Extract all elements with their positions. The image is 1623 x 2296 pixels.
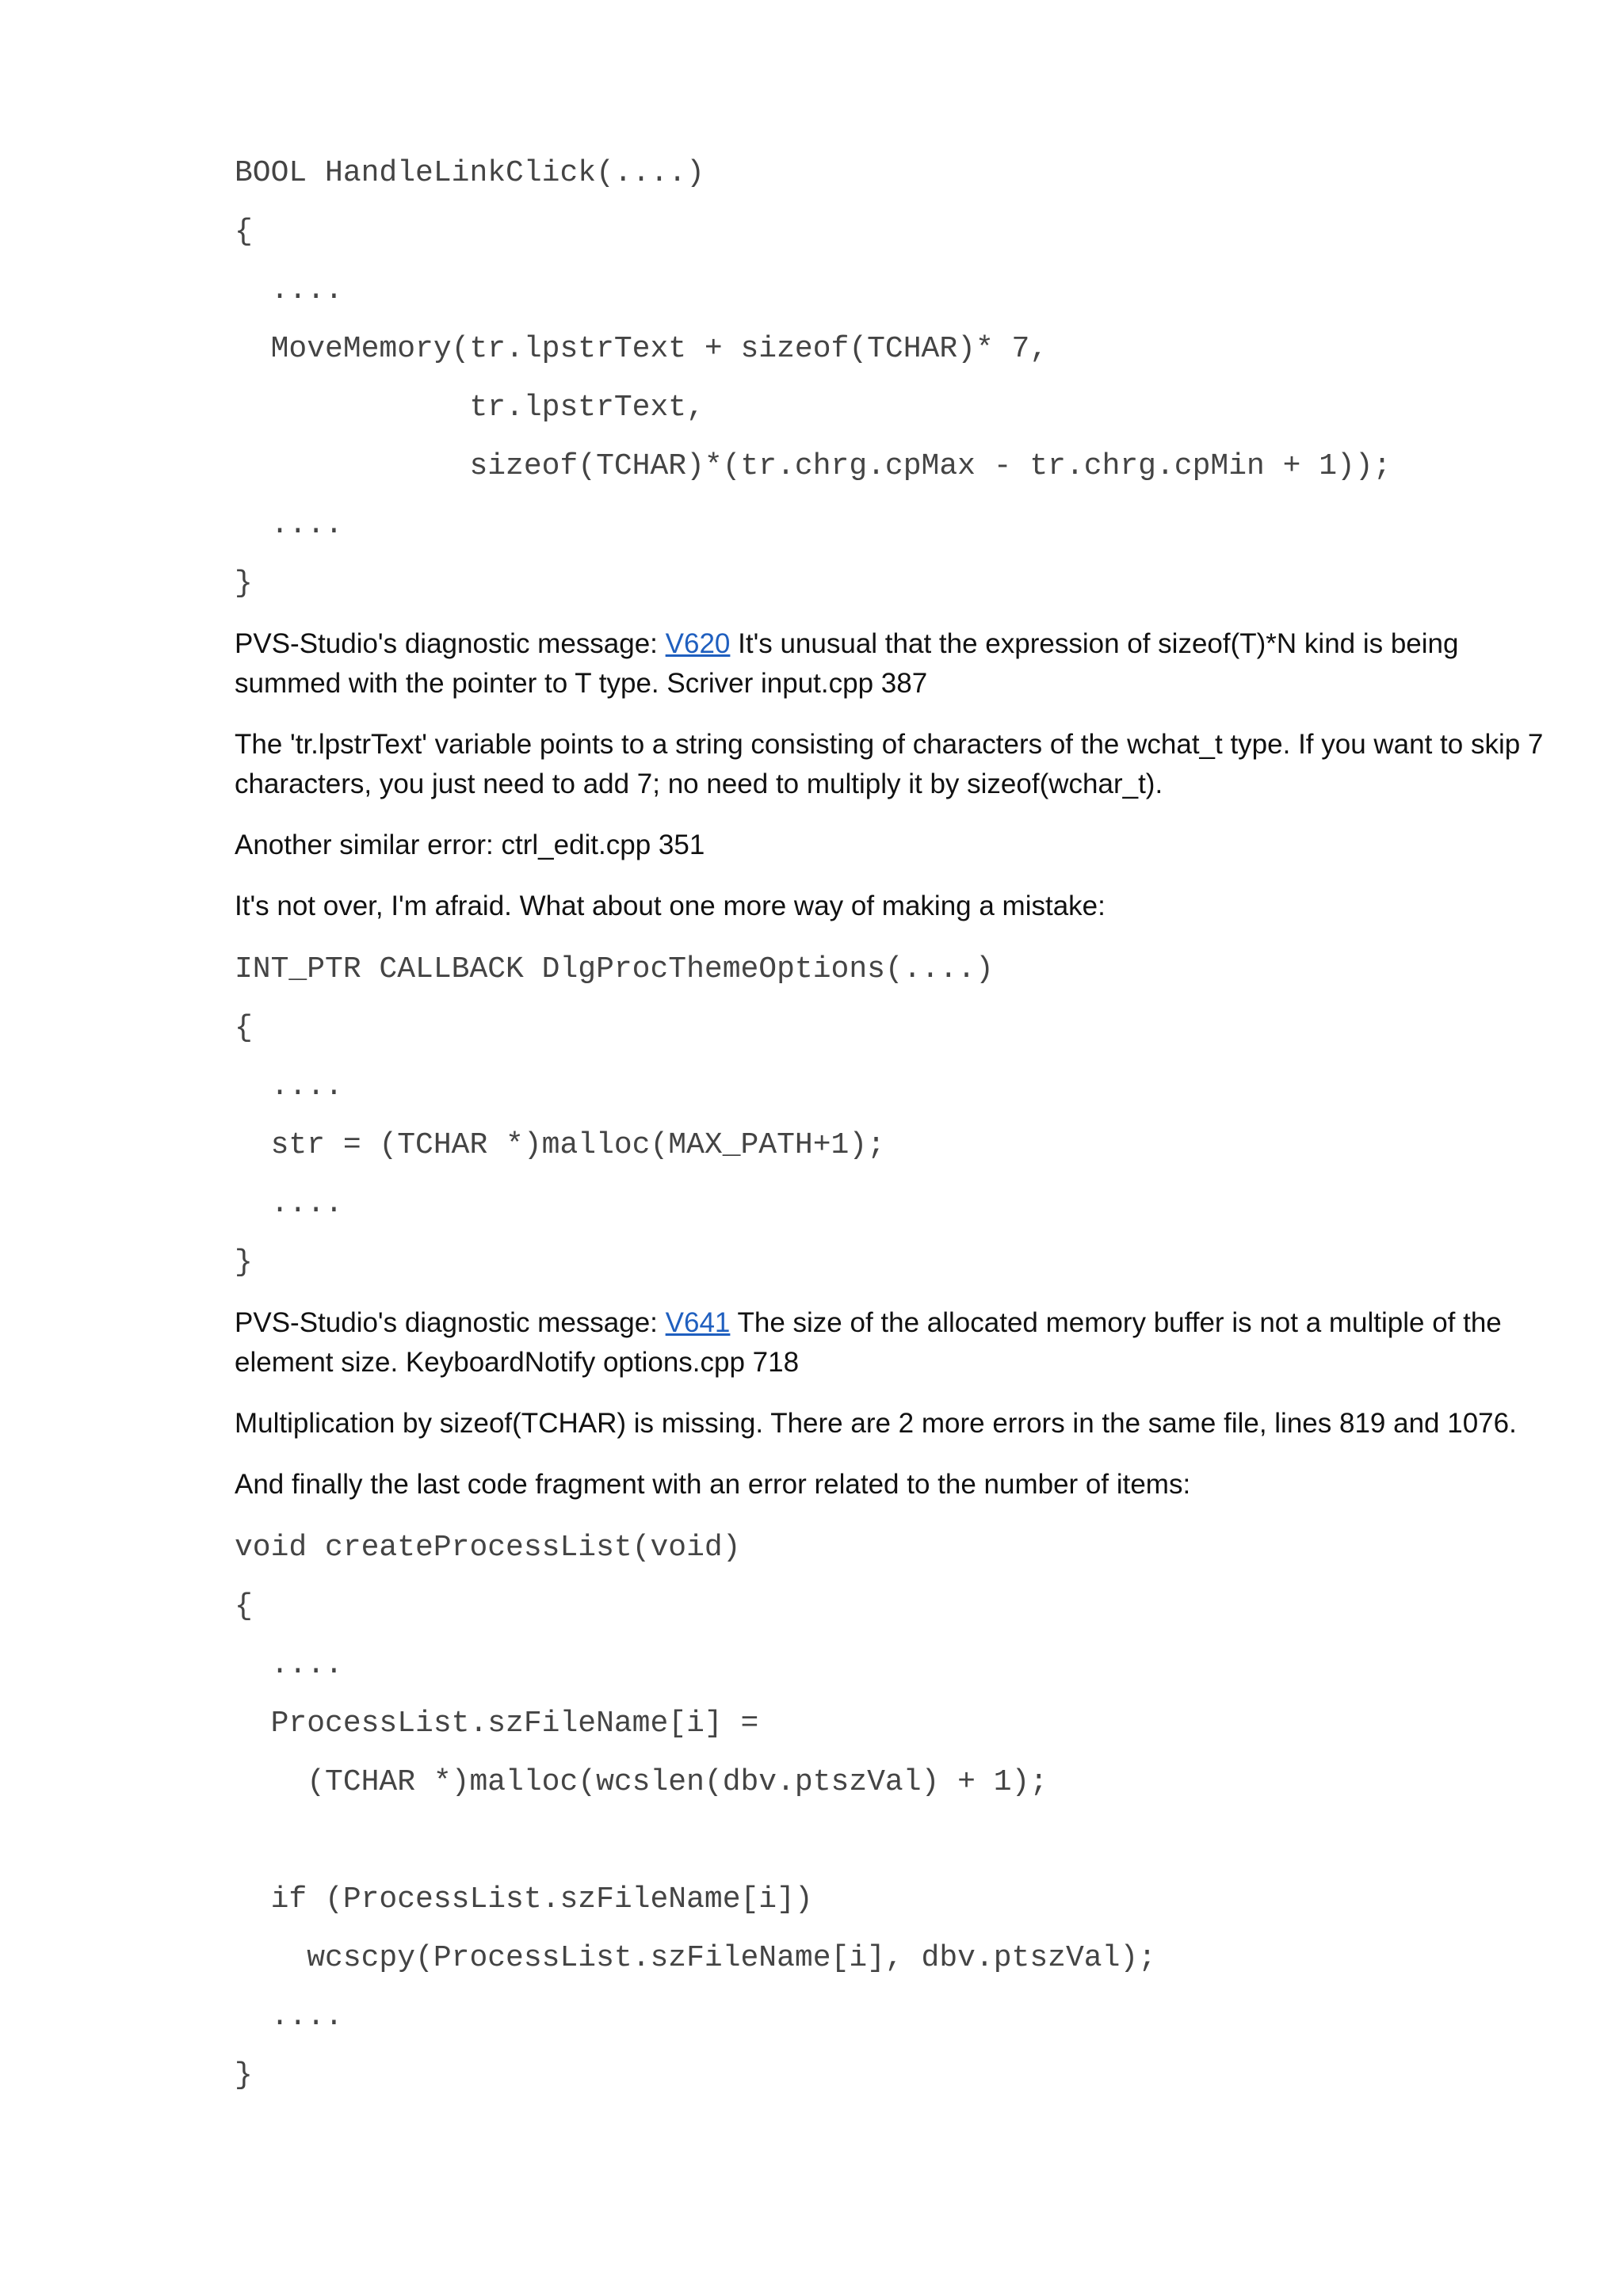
code-line: void createProcessList(void) <box>235 1531 741 1565</box>
code-line: sizeof(TCHAR)*(tr.chrg.cpMax - tr.chrg.cpMin + 1)); <box>235 449 1392 483</box>
code-line: MoveMemory(tr.lpstrText + sizeof(TCHAR)* 7, <box>235 332 1048 366</box>
code-line: str = (TCHAR *)malloc(MAX_PATH+1); <box>235 1128 885 1162</box>
v620-link[interactable]: V620 <box>665 628 731 659</box>
code-line: .... <box>235 273 343 307</box>
code-line: .... <box>235 1648 343 1682</box>
code-line: .... <box>235 1070 343 1104</box>
similar-error-paragraph: Another similar error: ctrl_edit.cpp 351 <box>235 830 705 860</box>
diagnostic-text: The size of the allocated memory buffer is not a multiple of the element size. KeyboardNotify options.cpp 718 <box>235 1307 1502 1378</box>
transition-paragraph: And finally the last code fragment with an error related to the number of items: <box>235 1469 1191 1500</box>
diagnostic-text: It's unusual that the expression of sizeof(T)*N kind is being summed with the pointer to T type. Scriver input.cpp 387 <box>235 628 1459 699</box>
code-line: } <box>235 2058 253 2092</box>
code-line: INT_PTR CALLBACK DlgProcThemeOptions(....) <box>235 952 994 986</box>
code-line: wcscpy(ProcessList.szFileName[i], dbv.ptszVal); <box>235 1941 1156 1975</box>
code-line: } <box>235 566 253 601</box>
code-line: { <box>235 215 253 249</box>
code-line: ProcessList.szFileName[i] = <box>235 1707 759 1741</box>
code-line: .... <box>235 1187 343 1221</box>
diagnostic-message <box>235 624 1550 704</box>
explanation-paragraph: Multiplication by sizeof(TCHAR) is missing. There are 2 more errors in the same file, lines 819 and 1076. <box>235 1408 1517 1439</box>
diagnostic-message <box>235 1303 1550 1383</box>
transition-paragraph: It's not over, I'm afraid. What about one more way of making a mistake: <box>235 891 1106 921</box>
code-line: tr.lpstrText, <box>235 391 705 425</box>
code-line: } <box>235 1245 253 1280</box>
code-line: .... <box>235 508 343 542</box>
diagnostic-prefix: PVS-Studio's diagnostic message: <box>235 628 666 659</box>
code-line: BOOL HandleLinkClick(....) <box>235 156 705 190</box>
v641-link[interactable]: V641 <box>665 1307 731 1338</box>
code-line: { <box>235 1589 253 1623</box>
code-line: (TCHAR *)malloc(wcslen(dbv.ptszVal) + 1); <box>235 1765 1048 1799</box>
code-line: if (ProcessList.szFileName[i]) <box>235 1882 813 1917</box>
diagnostic-prefix: PVS-Studio's diagnostic message: <box>235 1307 666 1338</box>
code-line: { <box>235 1011 253 1045</box>
code-line: .... <box>235 2000 343 2034</box>
explanation-paragraph: The 'tr.lpstrText' variable points to a string consisting of characters of the wchat_t type. If you want to skip 7 characters, you just need to add 7; no need to multiply it by sizeof(wchar_t). <box>235 729 1544 799</box>
